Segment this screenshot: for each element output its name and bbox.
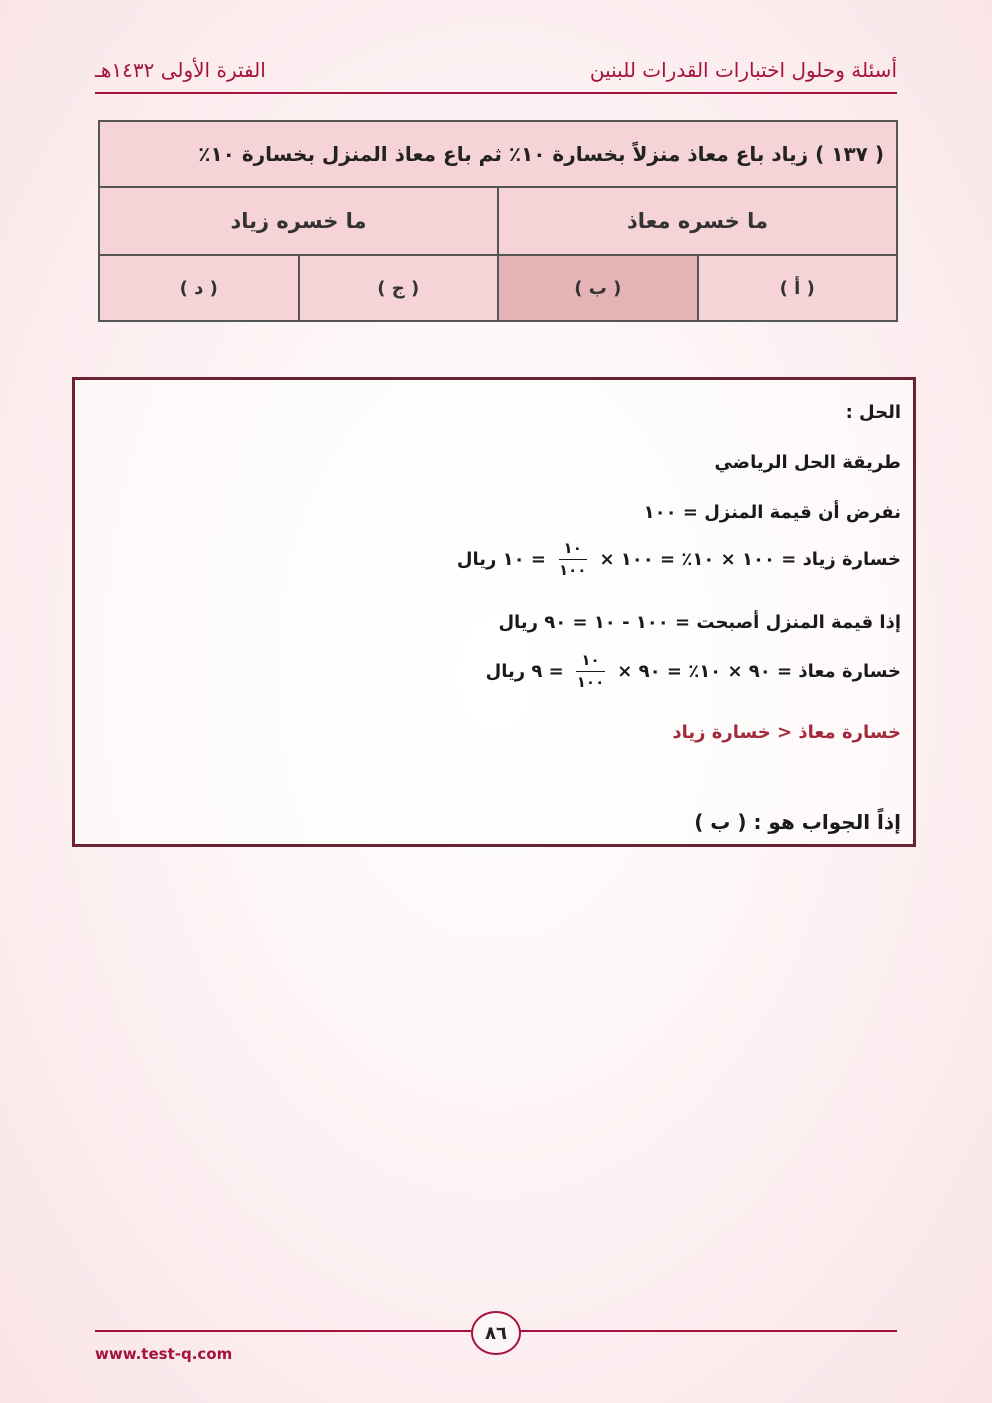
assumption-line: نفرض أن قيمة المنزل = ١٠٠ xyxy=(643,502,901,523)
comparison-line: خسارة معاذ < خسارة زياد xyxy=(672,722,901,743)
solution-box xyxy=(72,377,916,847)
option-d[interactable]: ( د ) xyxy=(100,256,300,320)
column-muath-loss: ما خسره معاذ xyxy=(627,209,768,233)
fraction-numerator: ١٠ xyxy=(576,652,604,672)
footer-divider-left xyxy=(95,1330,471,1332)
fraction xyxy=(554,540,591,578)
ziyad-loss-expression: خسارة زياد = ١٠٠ × ١٠٪ = ١٠٠ × xyxy=(599,548,901,570)
header-divider xyxy=(95,92,897,94)
final-answer: إذاً الجواب هو : ( ب ) xyxy=(694,810,901,834)
new-value-line: إذا قيمة المنزل أصبحت = ١٠٠ - ١٠ = ٩٠ ريال xyxy=(498,612,901,633)
comparison-header xyxy=(100,188,896,256)
muath-loss-result: = ٩ ريال xyxy=(485,660,564,682)
solution-heading: الحل : xyxy=(845,402,901,423)
column-ziyad-loss: ما خسره زياد xyxy=(100,188,499,254)
page-number: ٨٦ xyxy=(471,1311,521,1355)
option-b-selected[interactable]: ( ب ) xyxy=(499,256,699,320)
option-c[interactable]: ( ج ) xyxy=(300,256,500,320)
fraction-denominator: ١٠٠ xyxy=(558,560,587,579)
footer-divider-right xyxy=(517,1330,897,1332)
book-title: أسئلة وحلول اختبارات القدرات للبنين xyxy=(589,58,897,82)
ziyad-loss-result: = ١٠ ريال xyxy=(456,548,546,570)
fraction-denominator: ١٠٠ xyxy=(576,672,605,691)
muath-loss-line xyxy=(486,652,901,690)
fraction-numerator: ١٠ xyxy=(559,540,587,560)
question-text: ( ١٣٧ ) زياد باع معاذ منزلاً بخسارة ١٠٪ ثم باع معاذ المنزل بخسارة ١٠٪ xyxy=(100,122,896,188)
option-a[interactable]: ( أ ) xyxy=(779,277,815,299)
muath-loss-expression: خسارة معاذ = ٩٠ × ١٠٪ = ٩٠ × xyxy=(617,660,901,682)
website-link[interactable]: www.test-q.com xyxy=(95,1345,233,1363)
ziyad-loss-line xyxy=(457,540,901,578)
answer-options xyxy=(100,256,896,320)
solution-method: طريقة الحل الرياضي xyxy=(714,452,901,473)
period-label: الفترة الأولى ١٤٣٢هـ xyxy=(95,58,266,82)
question-table xyxy=(98,120,898,322)
fraction xyxy=(572,652,609,690)
